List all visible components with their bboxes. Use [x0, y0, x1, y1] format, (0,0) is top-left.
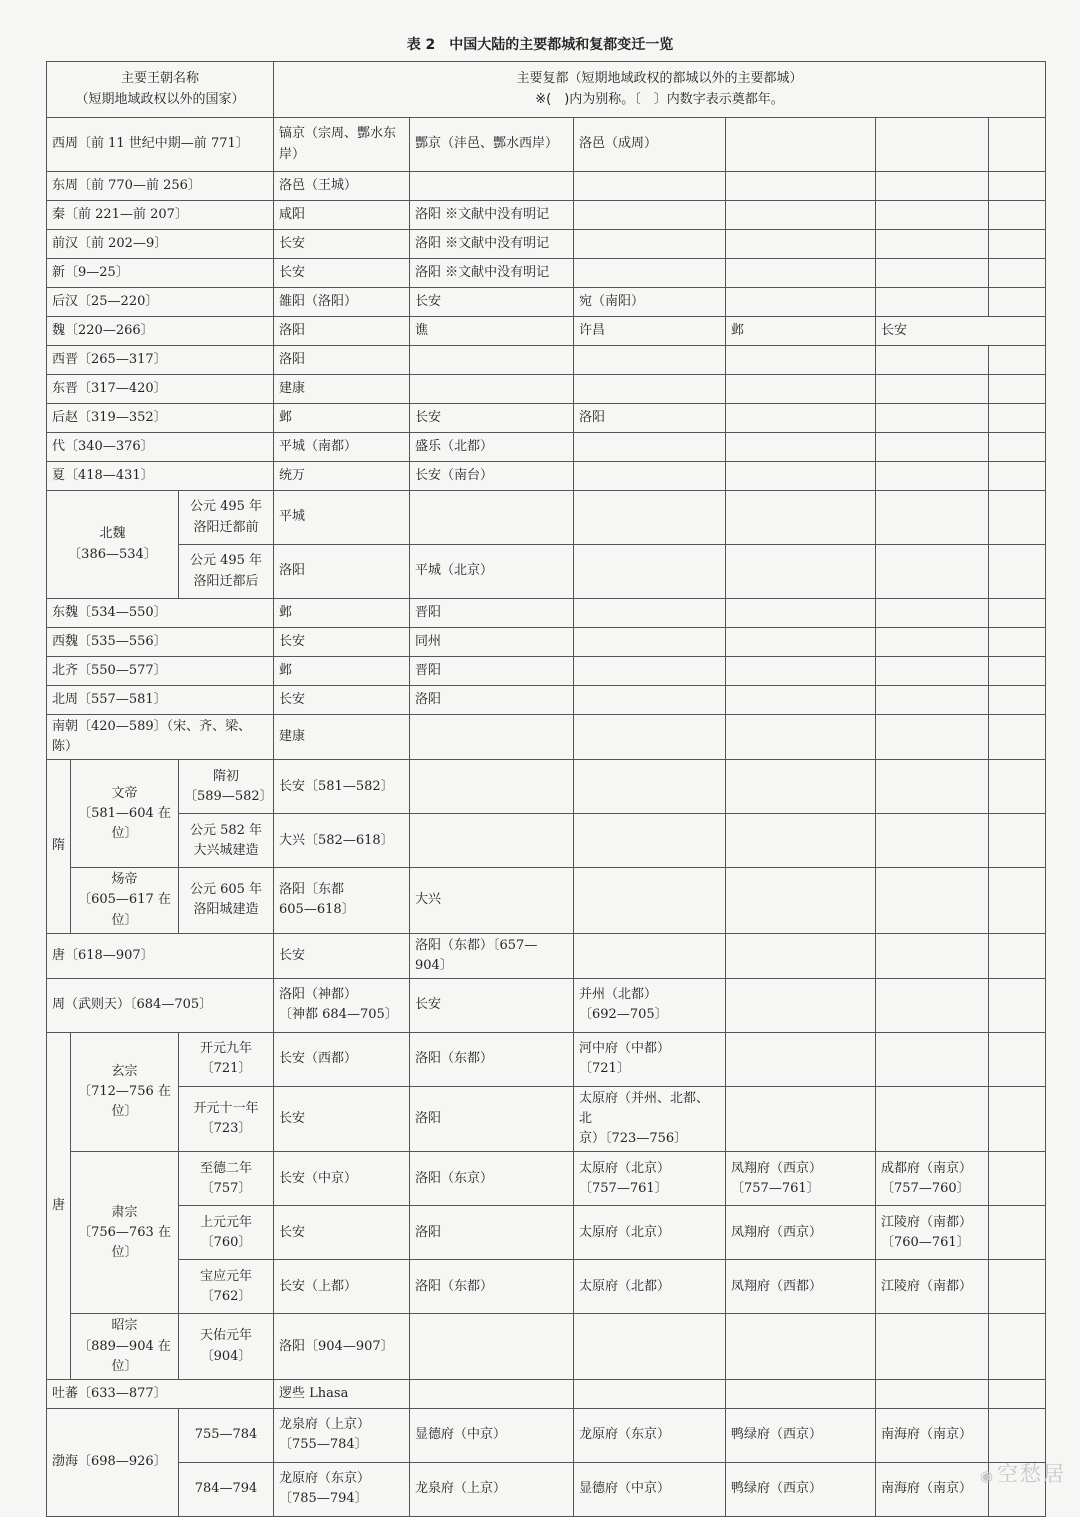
table-row-dai — [47, 433, 1046, 462]
dynasty-name: 南朝〔420—589〕（宋、齐、梁、陈） — [47, 715, 274, 760]
period-cell: 上元元年 〔760〕 — [179, 1206, 274, 1260]
table-row-xia — [47, 462, 1046, 491]
period-cell: 公元 495 年 洛阳迁都后 — [179, 545, 274, 599]
period-cell: 隋初 〔589—582〕 — [179, 760, 274, 814]
table-row-tang-xuanzong-2 — [47, 1086, 1046, 1151]
capital-cell: 洛阳（东都）〔657—904〕 — [410, 933, 574, 978]
period-cell: 开元九年 〔721〕 — [179, 1032, 274, 1086]
capital-cell: 长安（南台） — [410, 462, 574, 491]
capital-cell: 逻些 Lhasa — [274, 1379, 410, 1408]
period-cell: 公元 495 年 洛阳迁都前 — [179, 491, 274, 545]
table-row-dongwei — [47, 599, 1046, 628]
capital-cell: 洛阳 ※文献中没有明记 — [410, 230, 574, 259]
capital-cell: 邺 — [274, 657, 410, 686]
capital-cell: 洛阳 — [274, 545, 410, 599]
capital-cell: 长安 — [410, 404, 574, 433]
table-row-zhou — [47, 978, 1046, 1032]
capital-cell: 洛邑（王城） — [274, 172, 410, 201]
capital-cell: 盛乐（北都） — [410, 433, 574, 462]
emperor-cell-zhaozong: 昭宗 〔889—904 在位〕 — [71, 1314, 179, 1379]
table-row-sui-3 — [47, 868, 1046, 933]
period-cell: 公元 605 年 洛阳城建造 — [179, 868, 274, 933]
capital-cell: 雒阳（洛阳） — [274, 288, 410, 317]
capital-cell: 晋阳 — [410, 657, 574, 686]
capital-cell: 长安 — [274, 259, 410, 288]
capital-cell: 太原府（北京） 〔757—761〕 — [574, 1152, 726, 1206]
capital-cell: 大兴〔582—618〕 — [274, 814, 410, 868]
capital-cell: 洛阳 — [274, 346, 410, 375]
table-row-beiqi — [47, 657, 1046, 686]
capital-cell: 长安（中京） — [274, 1152, 410, 1206]
period-cell: 宝应元年 〔762〕 — [179, 1260, 274, 1314]
watermark-text: 空愁居 — [997, 1462, 1066, 1486]
table-row-sui-2 — [47, 814, 1046, 868]
capital-cell: 长安 — [274, 933, 410, 978]
header-capitals-title: 主要复都（短期地域政权的都城以外的主要都城） — [516, 71, 803, 87]
capital-cell: 晋阳 — [410, 599, 574, 628]
dynasty-name: 魏〔220—266〕 — [47, 317, 274, 346]
dynasty-name: 代〔340—376〕 — [47, 433, 274, 462]
capital-cell: 洛邑（成周） — [574, 118, 726, 172]
header-dynasty-title: 主要王朝名称 — [121, 71, 200, 87]
table-row-tang-suzong-3 — [47, 1260, 1046, 1314]
table-row-tubo — [47, 1379, 1046, 1408]
capital-cell: 平城 — [274, 491, 410, 545]
capital-cell: 江陵府（南都） — [876, 1260, 989, 1314]
period-cell: 784—794 — [179, 1462, 274, 1516]
table-row-beizhou — [47, 686, 1046, 715]
capital-cell: 建康 — [274, 375, 410, 404]
period-cell: 公元 582 年 大兴城建造 — [179, 814, 274, 868]
capitals-table — [46, 61, 1046, 1517]
capital-cell: 洛阳 — [410, 1086, 574, 1151]
capital-cell: 龙泉府（上京） 〔755—784〕 — [274, 1408, 410, 1462]
capital-cell: 许昌 — [574, 317, 726, 346]
capital-cell: 统万 — [274, 462, 410, 491]
capital-cell: 洛阳 ※文献中没有明记 — [410, 259, 574, 288]
table-row-tang-zhaozong — [47, 1314, 1046, 1379]
dynasty-name: 后赵〔319—352〕 — [47, 404, 274, 433]
capital-cell: 洛阳 — [274, 317, 410, 346]
capital-cell: 显德府（中京） — [410, 1408, 574, 1462]
capital-cell: 长安 — [274, 1086, 410, 1151]
dynasty-name: 夏〔418—431〕 — [47, 462, 274, 491]
dynasty-name-sui: 隋 — [47, 760, 71, 933]
capital-cell: 同州 — [410, 628, 574, 657]
table-row-qianhan — [47, 230, 1046, 259]
capital-cell: 龙原府（东京） 〔785—794〕 — [274, 1462, 410, 1516]
capital-cell: 谯 — [410, 317, 574, 346]
capital-cell: 龙泉府（上京） — [410, 1462, 574, 1516]
dynasty-name: 后汉〔25—220〕 — [47, 288, 274, 317]
emperor-cell-yangdi: 炀帝 〔605—617 在位〕 — [71, 868, 179, 933]
capital-cell: 长安 — [410, 978, 574, 1032]
capital-cell: 成都府（南京） 〔757—760〕 — [876, 1152, 989, 1206]
table-row-houhan — [47, 288, 1046, 317]
dynasty-name: 吐蕃〔633—877〕 — [47, 1379, 274, 1408]
dynasty-name: 前汉〔前 202—9〕 — [47, 230, 274, 259]
table-row-beiwei-2 — [47, 545, 1046, 599]
capital-cell: 长安 — [274, 1206, 410, 1260]
capital-cell: 鸭绿府（西京） — [726, 1408, 876, 1462]
dynasty-name: 西魏〔535—556〕 — [47, 628, 274, 657]
dynasty-name: 新〔9—25〕 — [47, 259, 274, 288]
table-row-qin — [47, 201, 1046, 230]
table-row-tang-suzong-1 — [47, 1152, 1046, 1206]
table-row-nanchao — [47, 715, 1046, 760]
capital-cell: 太原府（北都） — [574, 1260, 726, 1314]
dynasty-name: 唐〔618—907〕 — [47, 933, 274, 978]
emperor-cell-suzong: 肃宗 〔756—763 在位〕 — [71, 1152, 179, 1314]
table-row-bohai-2 — [47, 1462, 1046, 1516]
period-cell: 天佑元年 〔904〕 — [179, 1314, 274, 1379]
table-row-houzhao — [47, 404, 1046, 433]
dynasty-name-beiwei: 北魏 〔386—534〕 — [47, 491, 179, 599]
capital-cell: 江陵府（南都） 〔760—761〕 — [876, 1206, 989, 1260]
table-row-wei — [47, 317, 1046, 346]
capital-cell: 凤翔府（西京） — [726, 1206, 876, 1260]
emperor-cell-xuanzong: 玄宗 〔712—756 在位〕 — [71, 1032, 179, 1151]
table-row-sui-1 — [47, 760, 1046, 814]
period-cell: 755—784 — [179, 1408, 274, 1462]
capital-cell: 南海府（南京） — [876, 1408, 989, 1462]
capital-cell: 鸭绿府（西京） — [726, 1462, 876, 1516]
dynasty-name: 周（武则天）〔684—705〕 — [47, 978, 274, 1032]
capital-cell: 建康 — [274, 715, 410, 760]
capital-cell: 南海府（南京） — [876, 1462, 989, 1516]
table-row-xizhou — [47, 118, 1046, 172]
capital-cell: 长安 — [410, 288, 574, 317]
table-header-row — [47, 62, 1046, 118]
capital-cell: 长安 — [274, 686, 410, 715]
capital-cell: 凤翔府（西都） — [726, 1260, 876, 1314]
table-row-tang-xuanzong-1 — [47, 1032, 1046, 1086]
table-row-tang-suzong-2 — [47, 1206, 1046, 1260]
capital-cell: 太原府（并州、北都、北 京）〔723—756〕 — [574, 1086, 726, 1151]
capital-cell: 洛阳（东都） — [410, 1260, 574, 1314]
capital-cell: 河中府（中都） 〔721〕 — [574, 1032, 726, 1086]
dynasty-name: 北齐〔550—577〕 — [47, 657, 274, 686]
capital-cell: 凤翔府（西京） 〔757—761〕 — [726, 1152, 876, 1206]
capital-cell: 并州（北都） 〔692—705〕 — [574, 978, 726, 1032]
capital-cell: 龙原府（东京） — [574, 1408, 726, 1462]
capital-cell: 长安 — [274, 628, 410, 657]
capital-cell: 邺 — [726, 317, 876, 346]
dynasty-name: 西周〔前 11 世纪中期—前 771〕 — [47, 118, 274, 172]
table-row-beiwei-1 — [47, 491, 1046, 545]
dynasty-name-tang: 唐 — [47, 1032, 71, 1379]
capital-cell: 平城（南都） — [274, 433, 410, 462]
table-title: 表 2 中国大陆的主要都城和复都变迁一览 — [406, 37, 674, 53]
capital-cell: 镐京（宗周、酆水东岸） — [274, 118, 410, 172]
table-row-dongzhou — [47, 172, 1046, 201]
header-dynasty-cell — [47, 62, 274, 118]
capital-cell: 长安 — [274, 230, 410, 259]
table-row-xijin — [47, 346, 1046, 375]
dynasty-name: 东晋〔317—420〕 — [47, 375, 274, 404]
capital-cell: 长安〔581—582〕 — [274, 760, 410, 814]
weibo-icon: ◉ — [979, 1467, 995, 1485]
capital-cell: 长安 — [876, 317, 1046, 346]
dynasty-name: 东周〔前 770—前 256〕 — [47, 172, 274, 201]
capital-cell: 洛阳〔904—907〕 — [274, 1314, 410, 1379]
capital-cell: 洛阳 ※文献中没有明记 — [410, 201, 574, 230]
capital-cell: 平城（北京） — [410, 545, 574, 599]
period-cell: 开元十一年 〔723〕 — [179, 1086, 274, 1151]
table-row-xin — [47, 259, 1046, 288]
capital-cell: 洛阳〔东都 605—618〕 — [274, 868, 410, 933]
capital-cell: 显德府（中京） — [574, 1462, 726, 1516]
dynasty-name: 西晋〔265—317〕 — [47, 346, 274, 375]
dynasty-name: 北周〔557—581〕 — [47, 686, 274, 715]
emperor-cell-wendi: 文帝 〔581—604 在位〕 — [71, 760, 179, 868]
table-row-tang-early — [47, 933, 1046, 978]
capital-cell: 宛（南阳） — [574, 288, 726, 317]
capital-cell: 咸阳 — [274, 201, 410, 230]
capital-cell: 洛阳（东京） — [410, 1152, 574, 1206]
capital-cell: 洛阳（东都） — [410, 1032, 574, 1086]
capital-cell: 大兴 — [410, 868, 574, 933]
capital-cell: 洛阳 — [410, 1206, 574, 1260]
dynasty-name-bohai: 渤海〔698—926〕 — [47, 1408, 179, 1516]
header-capitals-cell — [274, 62, 1046, 118]
header-capitals-note: ※( )内为别称。〔 〕内数字表示奠都年。 — [535, 91, 784, 107]
capital-cell: 太原府（北京） — [574, 1206, 726, 1260]
capital-cell: 洛阳 — [410, 686, 574, 715]
capital-cell: 邺 — [274, 599, 410, 628]
capital-cell: 长安（西都） — [274, 1032, 410, 1086]
dynasty-name: 东魏〔534—550〕 — [47, 599, 274, 628]
table-row-xiwei — [47, 628, 1046, 657]
table-row-bohai-1 — [47, 1408, 1046, 1462]
capital-cell: 洛阳（神都） 〔神都 684—705〕 — [274, 978, 410, 1032]
watermark — [980, 1458, 1066, 1488]
capital-cell: 酆京（沣邑、酆水西岸） — [410, 118, 574, 172]
capital-cell: 洛阳 — [574, 404, 726, 433]
period-cell: 至德二年 〔757〕 — [179, 1152, 274, 1206]
dynasty-name: 秦〔前 221—前 207〕 — [47, 201, 274, 230]
header-dynasty-note: （短期地域政权以外的国家） — [75, 91, 245, 107]
capital-cell: 长安（上都） — [274, 1260, 410, 1314]
table-row-dongjin — [47, 375, 1046, 404]
capital-cell: 邺 — [274, 404, 410, 433]
